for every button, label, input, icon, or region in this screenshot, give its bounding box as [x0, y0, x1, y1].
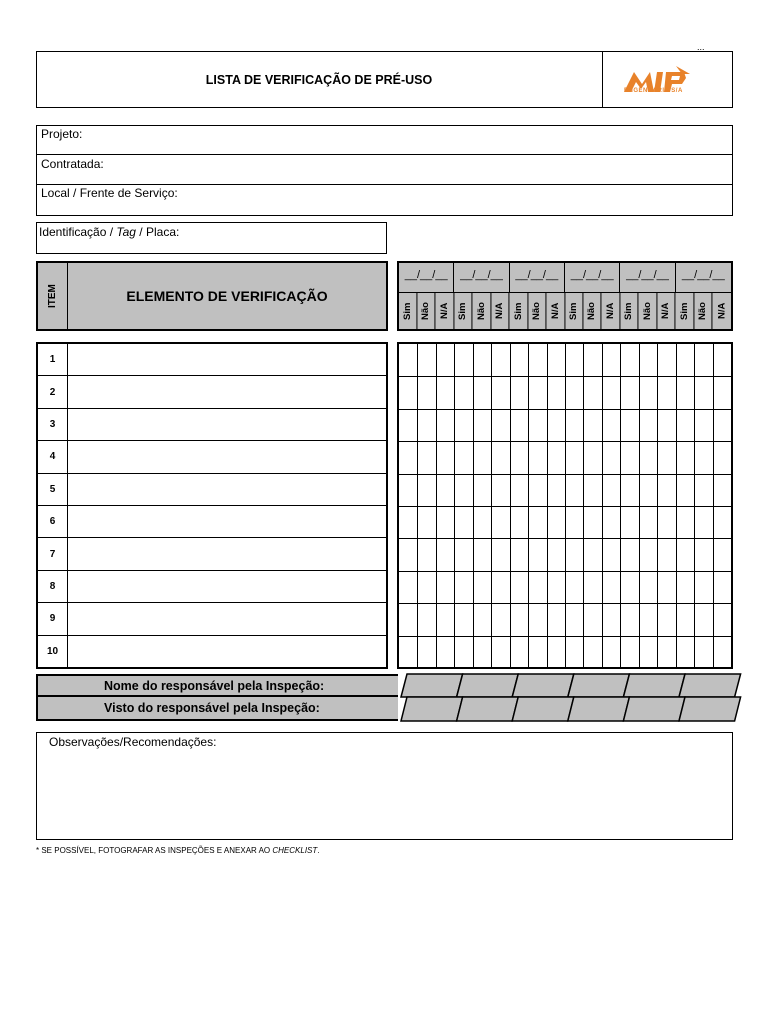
item-number: 7 [38, 538, 68, 570]
local-field[interactable] [36, 184, 733, 215]
date-slot-2[interactable]: __/__/__ [454, 263, 509, 293]
item-number: 10 [38, 636, 68, 668]
answer-label-n/a: N/A [657, 293, 675, 329]
item-number: 1 [38, 344, 68, 376]
contratada-label: Contratada: [41, 157, 104, 171]
element-header-label: ELEMENTO DE VERIFICAÇÃO [126, 288, 328, 304]
name-signature-slot-6[interactable] [679, 674, 741, 697]
grid-row-line [399, 603, 731, 604]
answer-label-sim: Sim [676, 293, 694, 329]
element-entry[interactable] [68, 376, 386, 408]
element-entry[interactable] [68, 636, 386, 668]
answer-label-sim: Sim [565, 293, 583, 329]
item-number: 3 [38, 409, 68, 441]
grid-row-line [399, 636, 731, 637]
footnote-checklist: CHECKLIST [272, 846, 318, 855]
answer-label-não: Não [417, 293, 435, 329]
element-entry[interactable] [68, 506, 386, 538]
element-entry[interactable] [68, 441, 386, 473]
element-entry[interactable] [68, 474, 386, 506]
projeto-label: Projeto: [41, 127, 83, 141]
answer-label-sim: Sim [620, 293, 638, 329]
item-number: 4 [38, 441, 68, 473]
item-number: 9 [38, 603, 68, 635]
footnote [36, 846, 320, 855]
answer-label-sim: Sim [454, 293, 472, 329]
answer-label-n/a: N/A [436, 293, 454, 329]
answer-header [397, 261, 733, 331]
footnote-suffix: . [317, 846, 320, 855]
grid-row-line [399, 409, 731, 410]
observations-field[interactable] [36, 732, 733, 840]
grid-row-line [399, 441, 731, 442]
grid-row-line [399, 571, 731, 572]
answer-label-não: Não [528, 293, 546, 329]
answer-label-n/a: N/A [602, 293, 620, 329]
identification-tag: Tag [116, 225, 136, 239]
element-entry[interactable] [68, 409, 386, 441]
company-logo [612, 58, 722, 100]
element-entry[interactable] [68, 571, 386, 603]
visto-signature-label [36, 697, 398, 721]
date-slot-1[interactable]: __/__/__ [399, 263, 454, 293]
grid-row-line [399, 376, 731, 377]
element-entry[interactable] [68, 538, 386, 570]
corner-mark: ... [697, 42, 705, 52]
answer-label-n/a: N/A [491, 293, 509, 329]
grid-row-line [399, 538, 731, 539]
date-slot-3[interactable]: __/__/__ [510, 263, 565, 293]
visto-signature-slot-2[interactable] [457, 697, 519, 721]
answer-label-n/a: N/A [547, 293, 565, 329]
name-signature-label [36, 674, 398, 697]
answer-label-não: Não [473, 293, 491, 329]
observations-label: Observações/Recomendações: [49, 735, 217, 749]
footnote-text: * SE POSSÍVEL, FOTOGRAFAR AS INSPEÇÕES E ANEXAR AO [36, 846, 273, 855]
answer-label-n/a: N/A [716, 302, 728, 320]
name-signature-text: Nome do responsável pela Inspeção: [104, 678, 325, 693]
header-divider [602, 51, 603, 108]
form-title: LISTA DE VERIFICAÇÃO DE PRÉ-USO [205, 72, 433, 87]
element-entry[interactable] [68, 344, 386, 376]
element-entry[interactable] [68, 603, 386, 635]
visto-signature-text: Visto do responsável pela Inspeção: [104, 701, 320, 715]
identification-suffix: / Placa: [135, 225, 180, 239]
identification-field[interactable] [36, 222, 387, 254]
date-slot-6[interactable]: __/__/__ [676, 263, 731, 293]
date-slot-4[interactable]: __/__/__ [565, 263, 620, 293]
signature-slots [390, 672, 746, 724]
item-number: 8 [38, 571, 68, 603]
answer-label-não: Não [694, 293, 712, 329]
visto-signature-slot-3[interactable] [512, 697, 574, 721]
contratada-field[interactable] [36, 155, 733, 185]
name-signature-slot-2[interactable] [457, 674, 519, 697]
visto-signature-slot-6[interactable] [679, 697, 741, 721]
answer-label-sim: Sim [399, 293, 417, 329]
item-number: 2 [38, 376, 68, 408]
grid-row-line [399, 506, 731, 507]
identification-prefix: Identificação / [39, 225, 117, 239]
answer-grid [397, 342, 733, 669]
visto-signature-slot-4[interactable] [568, 697, 630, 721]
visto-signature-slot-5[interactable] [623, 697, 685, 721]
item-number: 6 [38, 506, 68, 538]
date-slot-5[interactable]: __/__/__ [620, 263, 675, 293]
answer-label-sim: Sim [510, 293, 528, 329]
name-signature-slot-3[interactable] [512, 674, 574, 697]
name-signature-slot-1[interactable] [401, 674, 463, 697]
projeto-field[interactable] [36, 125, 733, 155]
logo-subtext: ENGENHARIA S/A [624, 88, 683, 94]
item-rows [36, 342, 388, 669]
answer-label-não: Não [583, 293, 601, 329]
name-signature-slot-4[interactable] [568, 674, 630, 697]
name-signature-slot-5[interactable] [623, 674, 685, 697]
item-header: ITEM [47, 284, 58, 308]
local-label: Local / Frente de Serviço: [41, 186, 178, 200]
visto-signature-slot-1[interactable] [401, 697, 463, 721]
grid-row-line [399, 474, 731, 475]
item-number: 5 [38, 474, 68, 506]
answer-label-não: Não [639, 293, 657, 329]
